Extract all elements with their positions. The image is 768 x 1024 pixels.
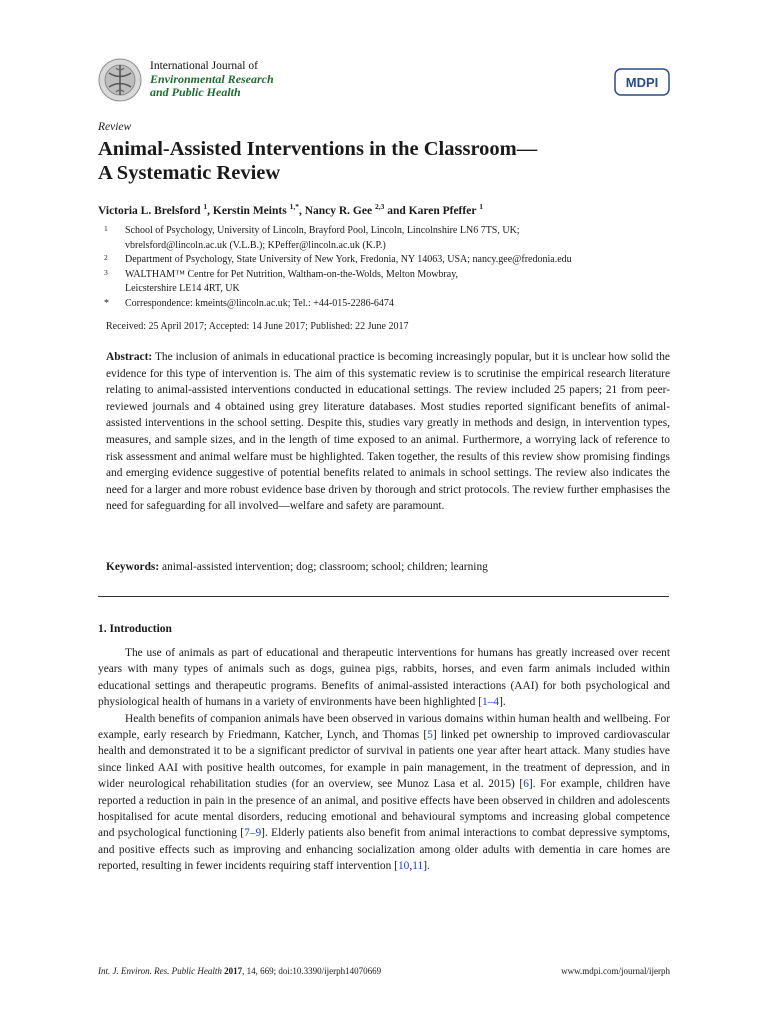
keywords-label: Keywords:: [106, 561, 160, 573]
keywords: [106, 561, 488, 573]
citation-link[interactable]: 5: [427, 729, 433, 742]
author-affil: 1: [203, 202, 208, 211]
author-affil: 1: [479, 202, 484, 211]
footer-volume-doi: , 14, 669; doi:10.3390/ijerph14070669: [242, 966, 382, 976]
citation-link[interactable]: 7–9: [244, 827, 262, 840]
paragraph-text: Health benefits of companion animals have been observed in various domains within human health and wellbeing. For example, early research by Friedmann, Katcher, Lynch, and Thomas [: [98, 712, 670, 742]
article-title-line2: A Systematic Review: [98, 162, 281, 184]
abstract-text: The inclusion of animals in educational practice is becoming increasingly popular, but it is unclear how solid the evidence for this type of intervention is. The aim of this systematic review is to scrutinise the empirical research literature relating to animal-assisted interventions conducted in educational settings. The review included 25 papers; 21 from peer-reviewed journals and 4 obtained using grey literature databases. Most studies reported significant benefits of animal-assisted interventions in the school setting. Despite this, studies vary greatly in methods and design, in intervention types, measures, and sample sizes, and in the length of time exposed to an animal. Furthermore, a worrying lack of reference to risk assessment and animal welfare must be highlighted. Taken together, the results of this review show promising findings and emerging evidence suggestive of potential benefits related to animals in school settings. The review also indicates the need for a larger and more robust evidence base driven by thorough and strict protocols. The review further emphasises the need for safeguarding for all involved—welfare and safety are paramount.: [106, 351, 670, 513]
paragraph-text: ]. For example, children have reported a reduction in pain in the presence of an animal, and positive effects have been observed in children and adolescents hospitalised for acute mental disorders, reducing emotional and behavioural symptoms and increasing global competence and psychological functioning [: [98, 778, 671, 840]
keywords-text: animal-assisted intervention; dog; classroom; school; children; learning: [162, 561, 488, 573]
article-title: [98, 137, 668, 185]
footer-year: 2017: [224, 966, 243, 976]
journal-name-line3: and Public Health: [150, 85, 241, 99]
affiliation: [98, 268, 678, 297]
paragraph-text: ,: [409, 860, 413, 873]
footer-journal-abbr: Int. J. Environ. Res. Public Health: [98, 966, 222, 976]
affiliation-line: WALTHAM™ Centre for Pet Nutrition, Waltham-on-the-Wolds, Melton Mowbray,: [125, 268, 459, 280]
correspondence-line: Correspondence: kmeints@lincoln.ac.uk; Tel.: +44-015-2286-6474: [125, 297, 394, 309]
paragraph-text: ].: [423, 860, 430, 873]
affiliation-number: 1: [104, 224, 108, 233]
author-name: Nancy R. Gee: [304, 204, 373, 217]
section-heading: 1. Introduction: [98, 623, 172, 635]
footer-url[interactable]: www.mdpi.com/journal/ijerph: [561, 966, 670, 976]
abstract: [106, 349, 670, 515]
author-affil: 1,*: [289, 202, 299, 211]
article-title-line1: Animal-Assisted Interventions in the Classroom—: [98, 138, 538, 160]
citation-link[interactable]: 6: [523, 778, 529, 791]
author-name: Kerstin Meints: [212, 204, 287, 217]
affiliation-number: 2: [104, 253, 108, 263]
section-body: [98, 645, 670, 875]
paragraph-text: ] linked pet ownership to improved cardiovascular health and demonstrated it to be a significant predictor of survival in patients one year after heart attack. Many studies have since linked AAI with positive health outcomes, for example in pain management, in the treatment of depression, and in wider neurological rehabilitation studies (for an overview, see Munoz Lasa et al. 2015) [: [98, 729, 670, 791]
author-name: Karen Pfeffer: [408, 204, 477, 217]
author-affil: 2,3: [374, 202, 385, 211]
paragraph-text: ].: [499, 696, 506, 709]
citation-link[interactable]: 11: [412, 860, 424, 873]
affiliation: [98, 253, 678, 268]
abstract-label: Abstract:: [106, 351, 153, 363]
author-sep: ,: [298, 204, 305, 217]
correspondence: [98, 297, 678, 312]
paragraph-text: The use of animals as part of educational and therapeutic interventions for humans has greatly increased over recent years with many types of animals such as dogs, guinea pigs, rabbits, horses, and even farm animals included within educational settings and therapeutic programs. Benefits of animal-assisted interactions (AAI) for both psychological and physiological health of humans in a variety of environments have been highlighted [: [98, 647, 670, 709]
author-sep: and: [384, 204, 409, 217]
paragraph: [98, 645, 670, 711]
affiliation-line: Department of Psychology, State University of New York, Fredonia, NY 14063, USA; nancy.gee@fredonia.edu: [125, 254, 572, 266]
affiliation-line: vbrelsford@lincoln.ac.uk (V.L.B.); KPeffer@lincoln.ac.uk (K.P.): [125, 239, 386, 251]
divider: [98, 596, 669, 597]
journal-name-line2: Environmental Research: [150, 72, 274, 86]
affiliation-line: School of Psychology, University of Lincoln, Brayford Pool, Lincoln, Lincolnshire LN6 7TS, UK;: [125, 225, 520, 236]
mdpi-logo-icon: [614, 68, 670, 96]
article-type: Review: [98, 121, 132, 133]
affiliation-number: *: [104, 297, 109, 309]
journal-name-line1: International Journal of: [150, 60, 258, 72]
journal-logo-icon: [98, 58, 142, 102]
publication-dates: Received: 25 April 2017; Accepted: 14 June 2017; Published: 22 June 2017: [106, 321, 409, 332]
affiliation-line: Leicstershire LE14 4RT, UK: [125, 283, 240, 295]
citation-link[interactable]: 10: [397, 860, 410, 873]
journal-name: [150, 60, 274, 99]
paragraph: [98, 711, 670, 875]
mdpi-logo-text: MDPI: [625, 75, 659, 90]
affiliations: [98, 224, 678, 312]
footer-citation: [98, 966, 381, 976]
affiliation-number: 3: [104, 267, 108, 277]
author-sep: ,: [207, 204, 213, 217]
affiliation: [98, 224, 678, 253]
author-name: Victoria L. Brelsford: [98, 204, 201, 217]
author-list: [98, 202, 483, 217]
paragraph-text: ]. Elderly patients also benefit from animal interactions to combat depressive symptoms, and positive effects such as improving and enhancing socialization among older adults with dementia in care homes are reported, resulting in fewer incidents requiring staff intervention [: [98, 827, 670, 873]
citation-link[interactable]: 1–4: [482, 696, 500, 709]
